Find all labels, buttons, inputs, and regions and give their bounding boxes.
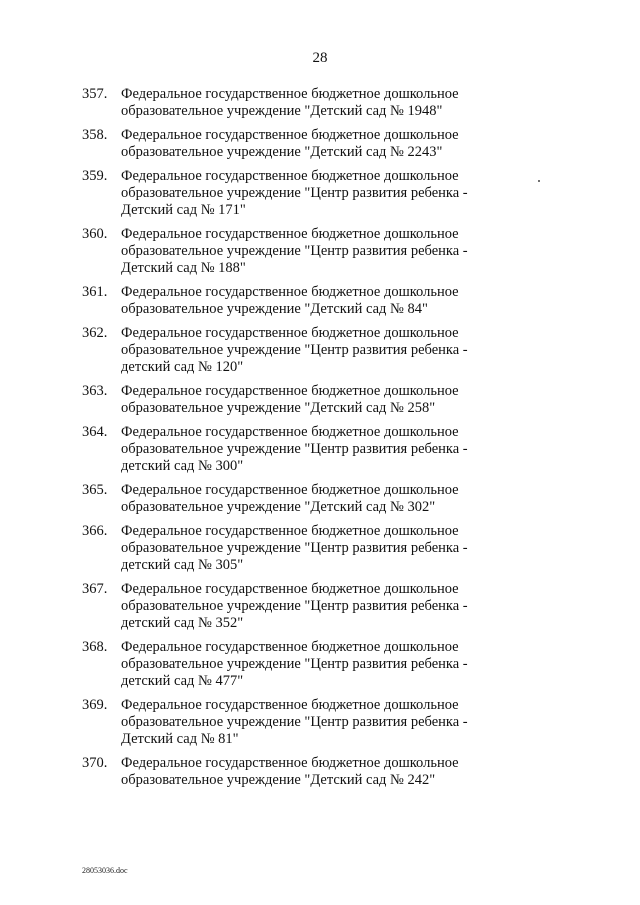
list-item — [82, 226, 502, 277]
list-item — [82, 697, 502, 748]
list-item — [82, 325, 502, 376]
item-number: 367. — [82, 581, 108, 597]
item-text: Федеральное государственное бюджетное дошкольное образовательное учреждение "Центр развития ребенка - Детский сад № 188" — [121, 226, 468, 276]
list-item — [82, 127, 502, 161]
list-item — [82, 523, 502, 574]
item-number: 363. — [82, 383, 108, 399]
page-number: 28 — [312, 50, 328, 66]
item-number: 359. — [82, 168, 108, 184]
item-text: Федеральное государственное бюджетное дошкольное образовательное учреждение "Центр развития ребенка - детский сад № 300" — [121, 424, 468, 474]
institution-list — [82, 86, 502, 796]
item-number: 370. — [82, 755, 108, 771]
item-number: 362. — [82, 325, 108, 341]
item-number: 357. — [82, 86, 108, 102]
item-number: 360. — [82, 226, 108, 242]
item-text: Федеральное государственное бюджетное дошкольное образовательное учреждение "Детский сад № 302" — [121, 482, 459, 515]
item-text: Федеральное государственное бюджетное дошкольное образовательное учреждение "Детский сад № 2243" — [121, 127, 459, 160]
item-number: 361. — [82, 284, 108, 300]
item-text: Федеральное государственное бюджетное дошкольное образовательное учреждение "Центр развития ребенка - Детский сад № 81" — [121, 697, 468, 747]
item-text: Федеральное государственное бюджетное дошкольное образовательное учреждение "Центр развития ребенка - детский сад № 120" — [121, 325, 468, 375]
list-item — [82, 284, 502, 318]
list-item — [82, 86, 502, 120]
list-item — [82, 755, 502, 789]
footer-filename: 28053036.doc — [82, 866, 128, 875]
item-text: Федеральное государственное бюджетное дошкольное образовательное учреждение "Детский сад № 84" — [121, 284, 459, 317]
list-item — [82, 482, 502, 516]
stray-mark — [538, 180, 540, 182]
item-text: Федеральное государственное бюджетное дошкольное образовательное учреждение "Центр развития ребенка - детский сад № 477" — [121, 639, 468, 689]
item-text: Федеральное государственное бюджетное дошкольное образовательное учреждение "Детский сад № 258" — [121, 383, 459, 416]
list-item — [82, 383, 502, 417]
item-number: 369. — [82, 697, 108, 713]
list-item — [82, 639, 502, 690]
item-text: Федеральное государственное бюджетное дошкольное образовательное учреждение "Центр развития ребенка - детский сад № 305" — [121, 523, 468, 573]
item-text: Федеральное государственное бюджетное дошкольное образовательное учреждение "Центр развития ребенка - детский сад № 352" — [121, 581, 468, 631]
item-number: 368. — [82, 639, 108, 655]
item-number: 358. — [82, 127, 108, 143]
item-number: 365. — [82, 482, 108, 498]
list-item — [82, 168, 502, 219]
item-number: 364. — [82, 424, 108, 440]
item-text: Федеральное государственное бюджетное дошкольное образовательное учреждение "Детский сад № 1948" — [121, 86, 459, 119]
item-number: 366. — [82, 523, 108, 539]
item-text: Федеральное государственное бюджетное дошкольное образовательное учреждение "Детский сад № 242" — [121, 755, 459, 788]
list-item — [82, 424, 502, 475]
item-text: Федеральное государственное бюджетное дошкольное образовательное учреждение "Центр развития ребенка - Детский сад № 171" — [121, 168, 468, 218]
list-item — [82, 581, 502, 632]
